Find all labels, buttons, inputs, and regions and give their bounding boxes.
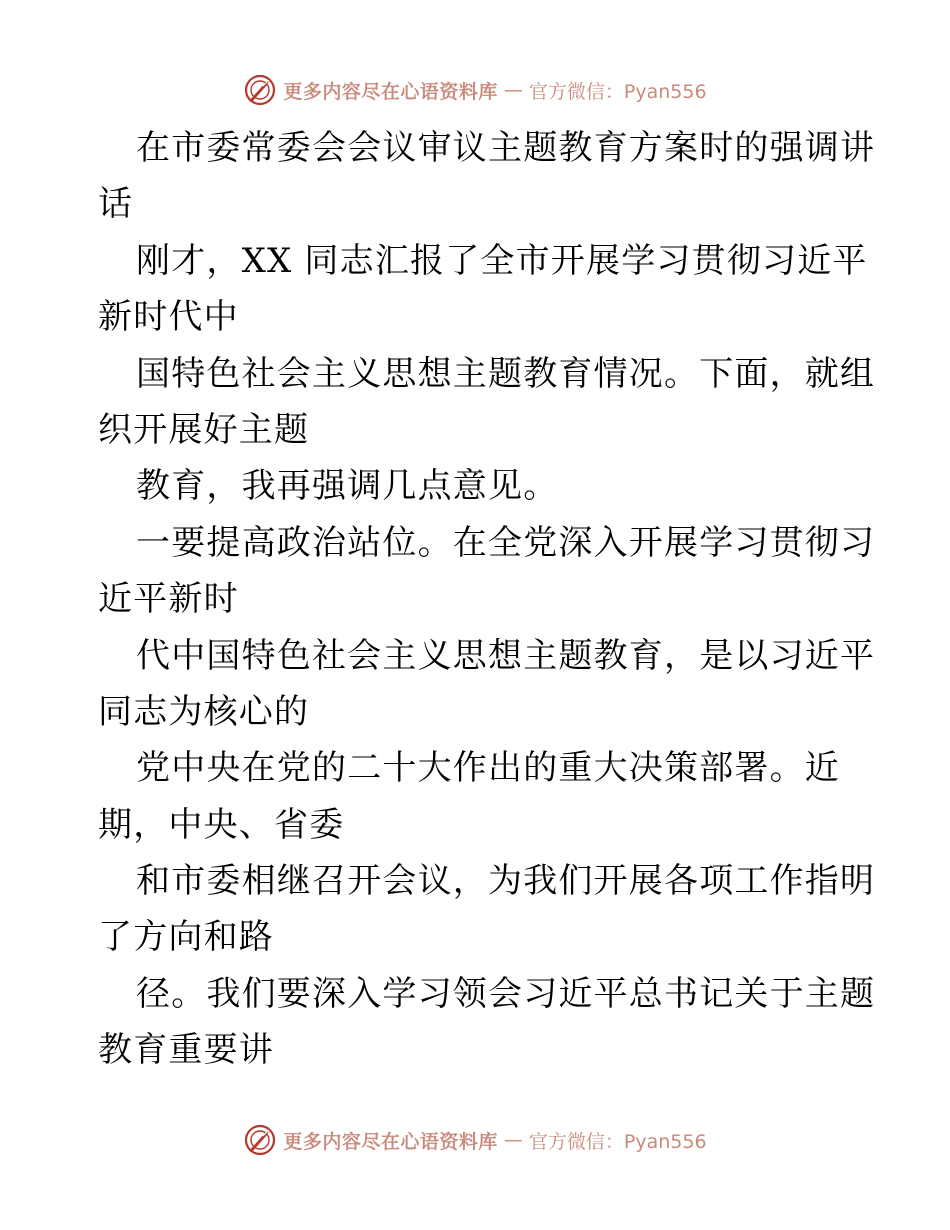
text-line: 同志为核心的 [98,691,310,732]
header-watermark-banner [0,70,950,110]
text-line: 一要提高政治站位。在全党深入开展学习贯彻习 [136,522,876,563]
text-line: 国特色社会主义思想主题教育情况。下面，就组 [136,353,876,394]
header-brand-text: 更多内容尽在心语资料库 [283,80,498,103]
footer-wechat-text: 官方微信：Pyan556 [528,1130,707,1153]
text-line: 了方向和路 [98,917,274,958]
document-body [98,120,876,1079]
text-line: 代中国特色社会主义思想主题教育，是以习近平 [136,635,876,676]
footer-brand-text: 更多内容尽在心语资料库 [283,1130,498,1153]
text-line: 在市委常委会会议审议主题教育方案时的强调讲 [136,128,876,168]
text-line: 和市委相继召开会议，为我们开展各项工作指明 [136,861,876,902]
text-line: 教育，我再强调几点意见。 [136,466,559,507]
text-line: 近平新时 [98,579,239,620]
footer-separator: — [503,1129,523,1151]
header-separator: — [503,79,523,101]
text-line: 刚才，XX 同志汇报了全市开展学习贯彻习近平 [136,240,868,281]
text-line: 话 [98,184,134,225]
text-line: 新时代中 [98,297,239,338]
text-line: 径。我们要深入学习领会习近平总书记关于主题 [136,973,876,1014]
footer-watermark-banner [0,1120,950,1160]
quill-seal-icon [243,73,277,107]
text-line: 党中央在党的二十大作出的重大决策部署。近 [136,748,840,789]
header-wechat-text: 官方微信：Pyan556 [528,80,707,103]
quill-seal-icon [243,1123,277,1157]
text-line: 教育重要讲 [98,1030,274,1071]
text-line: 期，中央、省委 [98,804,345,845]
text-line: 织开展好主题 [98,409,310,450]
